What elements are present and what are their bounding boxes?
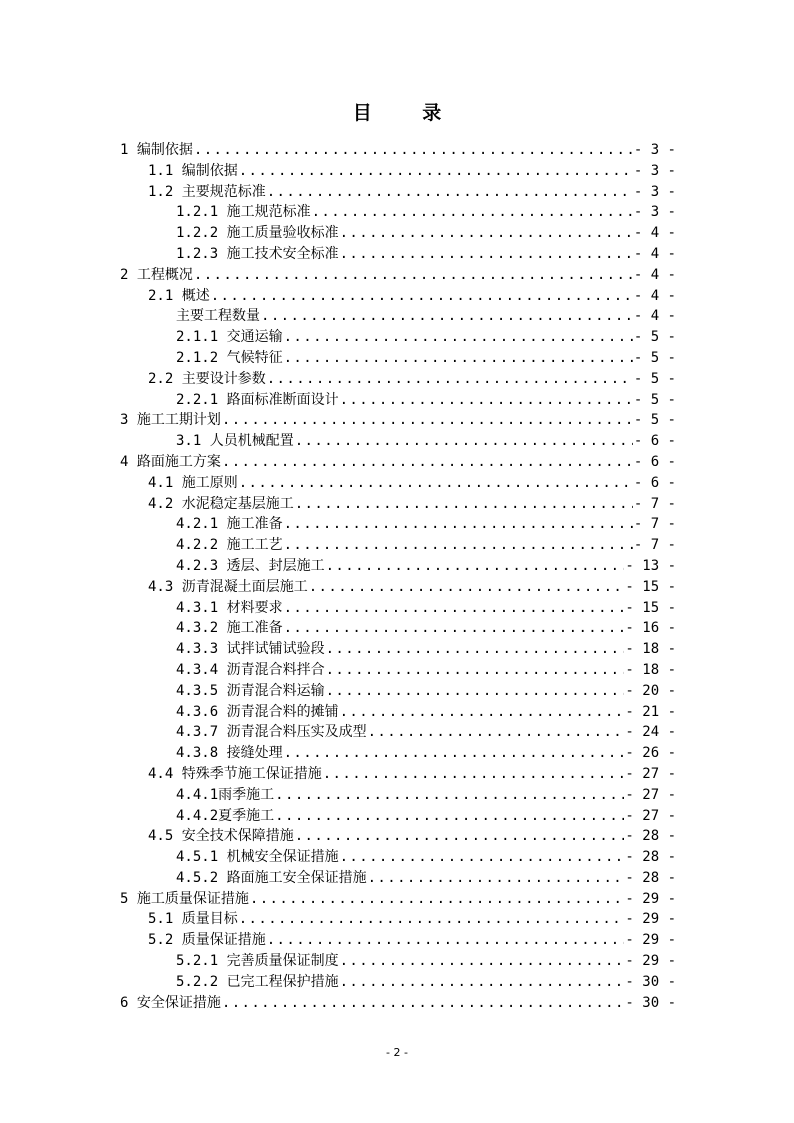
toc-entry[interactable] [120, 639, 676, 660]
toc-entry-page: - 3 - [633, 204, 676, 221]
toc-entry[interactable] [120, 473, 676, 494]
toc-entry[interactable] [120, 951, 676, 972]
toc-dot-leader [340, 847, 625, 868]
toc-entry-label: 1.2.1 施工规范标准 [176, 204, 311, 221]
toc-dot-leader [284, 327, 633, 348]
toc-dot-leader [194, 140, 633, 161]
toc-entry-label: 5.2 质量保证措施 [148, 932, 266, 949]
toc-entry-page: - 29 - [625, 953, 676, 970]
toc-entry-page: - 29 - [625, 932, 676, 949]
toc-entry-label: 2.2 主要设计参数 [148, 370, 266, 387]
toc-entry[interactable] [120, 514, 676, 535]
toc-entry[interactable] [120, 681, 676, 702]
toc-dot-leader [309, 577, 625, 598]
toc-entry-page: - 4 - [633, 308, 676, 325]
toc-entry-label: 1.2.2 施工质量验收标准 [176, 225, 339, 242]
toc-entry-page: - 16 - [625, 620, 676, 637]
toc-entry-label: 1.1 编制依据 [148, 162, 238, 179]
toc-entry[interactable] [120, 618, 676, 639]
toc-dot-leader [284, 348, 633, 369]
toc-dot-leader [340, 390, 633, 411]
toc-dot-leader [312, 202, 633, 223]
toc-entry-page: - 5 - [633, 329, 676, 346]
toc-dot-leader [275, 785, 624, 806]
toc-entry[interactable] [120, 390, 676, 411]
toc-dot-leader [295, 826, 625, 847]
toc-title: 目 录 [352, 102, 464, 124]
toc-entry-label: 2.1.1 交通运输 [176, 329, 283, 346]
toc-entry[interactable] [120, 660, 676, 681]
toc-entry-page: - 30 - [625, 973, 676, 990]
toc-entry[interactable] [120, 452, 676, 473]
toc-entry[interactable] [120, 410, 676, 431]
toc-entry[interactable] [120, 556, 676, 577]
toc-entry[interactable] [120, 826, 676, 847]
toc-dot-leader [239, 161, 633, 182]
toc-entry-page: - 3 - [633, 162, 676, 179]
toc-entry-label: 2 工程概况 [120, 266, 193, 283]
toc-entry-page: - 3 - [633, 142, 676, 158]
toc-entry[interactable] [120, 930, 676, 951]
toc-dot-leader [295, 494, 633, 515]
toc-entry-page: - 4 - [633, 287, 676, 304]
toc-entry-page: - 6 - [633, 474, 676, 491]
toc-dot-leader [222, 993, 625, 1014]
toc-dot-leader [267, 182, 633, 203]
toc-entry[interactable] [120, 993, 676, 1014]
toc-entry-label: 4.3 沥青混凝土面层施工 [148, 578, 308, 595]
toc-entry-page: - 27 - [625, 786, 676, 803]
toc-dot-leader [326, 660, 625, 681]
toc-entry-page: - 29 - [625, 890, 676, 907]
toc-entry-page: - 28 - [625, 828, 676, 845]
toc-entry[interactable] [120, 494, 676, 515]
toc-entry-page: - 5 - [633, 412, 676, 429]
toc-entry-page: - 24 - [625, 724, 676, 741]
toc-dot-leader [275, 806, 624, 827]
toc-entry-label: 4.5 安全技术保障措施 [148, 828, 294, 845]
toc-entry[interactable] [120, 161, 676, 182]
toc-dot-leader [340, 972, 625, 993]
toc-entry-page: - 4 - [633, 225, 676, 242]
toc-dot-leader [284, 514, 633, 535]
toc-entry-page: - 5 - [633, 349, 676, 366]
toc-dot-leader [368, 722, 625, 743]
toc-dot-leader [326, 556, 625, 577]
toc-entry[interactable] [120, 348, 676, 369]
toc-dot-leader [194, 265, 633, 286]
toc-entry-page: - 4 - [633, 266, 676, 283]
toc-entry[interactable] [120, 265, 676, 286]
toc-dot-leader [239, 473, 633, 494]
toc-entry-label: 1.2 主要规范标准 [148, 183, 266, 200]
toc-entry-page: - 18 - [625, 641, 676, 658]
toc-entry[interactable] [120, 847, 676, 868]
toc-entry-page: - 27 - [625, 807, 676, 824]
toc-entry-label: 4.3.2 施工准备 [176, 620, 283, 637]
toc-entry[interactable] [120, 202, 676, 223]
toc-dot-leader [211, 286, 633, 307]
toc-dot-leader [284, 535, 633, 556]
toc-entry-label: 4.3.3 试拌试铺试验段 [176, 641, 325, 658]
toc-entry-label: 5.1 质量目标 [148, 911, 238, 928]
toc-entry[interactable] [120, 369, 676, 390]
toc-entry-page: - 4 - [633, 245, 676, 262]
toc-entry-page: - 7 - [633, 516, 676, 533]
toc-entry-page: - 15 - [625, 599, 676, 616]
toc-entry[interactable] [120, 702, 676, 723]
toc-dot-leader [284, 743, 625, 764]
toc-entry[interactable] [120, 431, 676, 452]
toc-entry-label: 5.2.1 完善质量保证制度 [176, 953, 339, 970]
toc-dot-leader [222, 410, 633, 431]
toc-entry-label: 4.4 特殊季节施工保证措施 [148, 765, 322, 782]
toc-entry-label: 4.3.6 沥青混合料的摊铺 [176, 703, 339, 720]
toc-dot-leader [340, 951, 625, 972]
toc-entry-label: 4.3.4 沥青混合料拌合 [176, 661, 325, 678]
toc-entry[interactable] [120, 806, 676, 827]
toc-entry[interactable] [120, 182, 676, 203]
toc-entry-label: 2.1 概述 [148, 287, 210, 304]
toc-entry-label: 4.1 施工原则 [148, 474, 238, 491]
toc-entry-label: 4.3.8 接缝处理 [176, 745, 283, 762]
toc-entry-label: 5.2.2 已完工程保护措施 [176, 973, 339, 990]
toc-entry-label: 2.1.2 气候特征 [176, 349, 283, 366]
toc-entry-page: - 6 - [633, 433, 676, 450]
toc-entry-label: 3.1 人员机械配置 [176, 433, 294, 450]
toc-entry-page: - 28 - [625, 849, 676, 866]
toc-entry-page: - 3 - [633, 183, 676, 200]
toc-entry[interactable] [120, 286, 676, 307]
toc-entry-label: 4.2 水泥稳定基层施工 [148, 495, 294, 512]
toc-dot-leader [222, 452, 633, 473]
toc-entry-label: 4.3.5 沥青混合料运输 [176, 682, 325, 699]
toc-entry-label: 4.4.2夏季施工 [176, 807, 275, 824]
toc-entry[interactable] [120, 306, 676, 327]
toc-entry[interactable] [120, 743, 676, 764]
toc-entry-label: 4.4.1雨季施工 [176, 786, 275, 803]
toc-dot-leader [323, 764, 625, 785]
toc-dot-leader [261, 306, 633, 327]
toc-entry-label: 主要工程数量 [176, 308, 260, 325]
toc-entry-page: - 7 - [633, 495, 676, 512]
toc-entry-label: 3 施工工期计划 [120, 412, 221, 429]
toc-entry[interactable] [120, 868, 676, 889]
toc-entry[interactable] [120, 140, 676, 161]
toc-dot-leader [340, 223, 633, 244]
toc-entry-label: 1.2.3 施工技术安全标准 [176, 245, 339, 262]
toc-entry-label: 4 路面施工方案 [120, 453, 221, 470]
toc-entry-label: 4.2.3 透层、封层施工 [176, 557, 325, 574]
toc-entry[interactable] [120, 889, 676, 910]
toc-entry-page: - 20 - [625, 682, 676, 699]
toc-entry[interactable] [120, 972, 676, 993]
toc-entry-label: 4.2.2 施工工艺 [176, 537, 283, 554]
toc-entry[interactable] [120, 223, 676, 244]
toc-dot-leader [295, 431, 633, 452]
toc-dot-leader [326, 681, 625, 702]
toc-entry-label: 1 编制依据 [120, 142, 193, 158]
toc-entry-page: - 21 - [625, 703, 676, 720]
toc-dot-leader [368, 868, 625, 889]
toc-entry-page: - 13 - [625, 557, 676, 574]
toc-entry-page: - 18 - [625, 661, 676, 678]
toc-entry-label: 4.2.1 施工准备 [176, 516, 283, 533]
toc-entry-label: 4.3.7 沥青混合料压实及成型 [176, 724, 367, 741]
toc-dot-leader [340, 702, 625, 723]
table-of-contents [120, 140, 676, 1013]
toc-entry-label: 2.2.1 路面标准断面设计 [176, 391, 339, 408]
toc-entry[interactable] [120, 598, 676, 619]
toc-dot-leader [284, 618, 625, 639]
toc-dot-leader [239, 909, 625, 930]
toc-entry[interactable] [120, 785, 676, 806]
toc-entry-page: - 30 - [625, 994, 676, 1011]
toc-entry-page: - 27 - [625, 765, 676, 782]
toc-entry-page: - 5 - [633, 391, 676, 408]
toc-entry-page: - 15 - [625, 578, 676, 595]
toc-entry-label: 4.3.1 材料要求 [176, 599, 283, 616]
toc-dot-leader [267, 930, 625, 951]
toc-entry-page: - 28 - [625, 869, 676, 886]
toc-entry-page: - 7 - [633, 537, 676, 554]
toc-dot-leader [250, 889, 625, 910]
toc-entry-page: - 5 - [633, 370, 676, 387]
toc-entry-label: 6 安全保证措施 [120, 994, 221, 1011]
toc-entry[interactable] [120, 577, 676, 598]
toc-entry-page: - 6 - [633, 453, 676, 470]
toc-entry-page: - 26 - [625, 745, 676, 762]
toc-entry[interactable] [120, 764, 676, 785]
toc-entry[interactable] [120, 327, 676, 348]
toc-dot-leader [340, 244, 633, 265]
toc-entry[interactable] [120, 722, 676, 743]
toc-dot-leader [284, 598, 625, 619]
toc-dot-leader [267, 369, 633, 390]
toc-dot-leader [326, 639, 625, 660]
page-number-footer: - 2 - [386, 1046, 408, 1059]
toc-entry-page: - 29 - [625, 911, 676, 928]
toc-entry-label: 4.5.2 路面施工安全保证措施 [176, 869, 367, 886]
toc-entry-label: 4.5.1 机械安全保证措施 [176, 849, 339, 866]
toc-entry[interactable] [120, 535, 676, 556]
toc-entry[interactable] [120, 909, 676, 930]
toc-entry[interactable] [120, 244, 676, 265]
toc-entry-label: 5 施工质量保证措施 [120, 890, 249, 907]
